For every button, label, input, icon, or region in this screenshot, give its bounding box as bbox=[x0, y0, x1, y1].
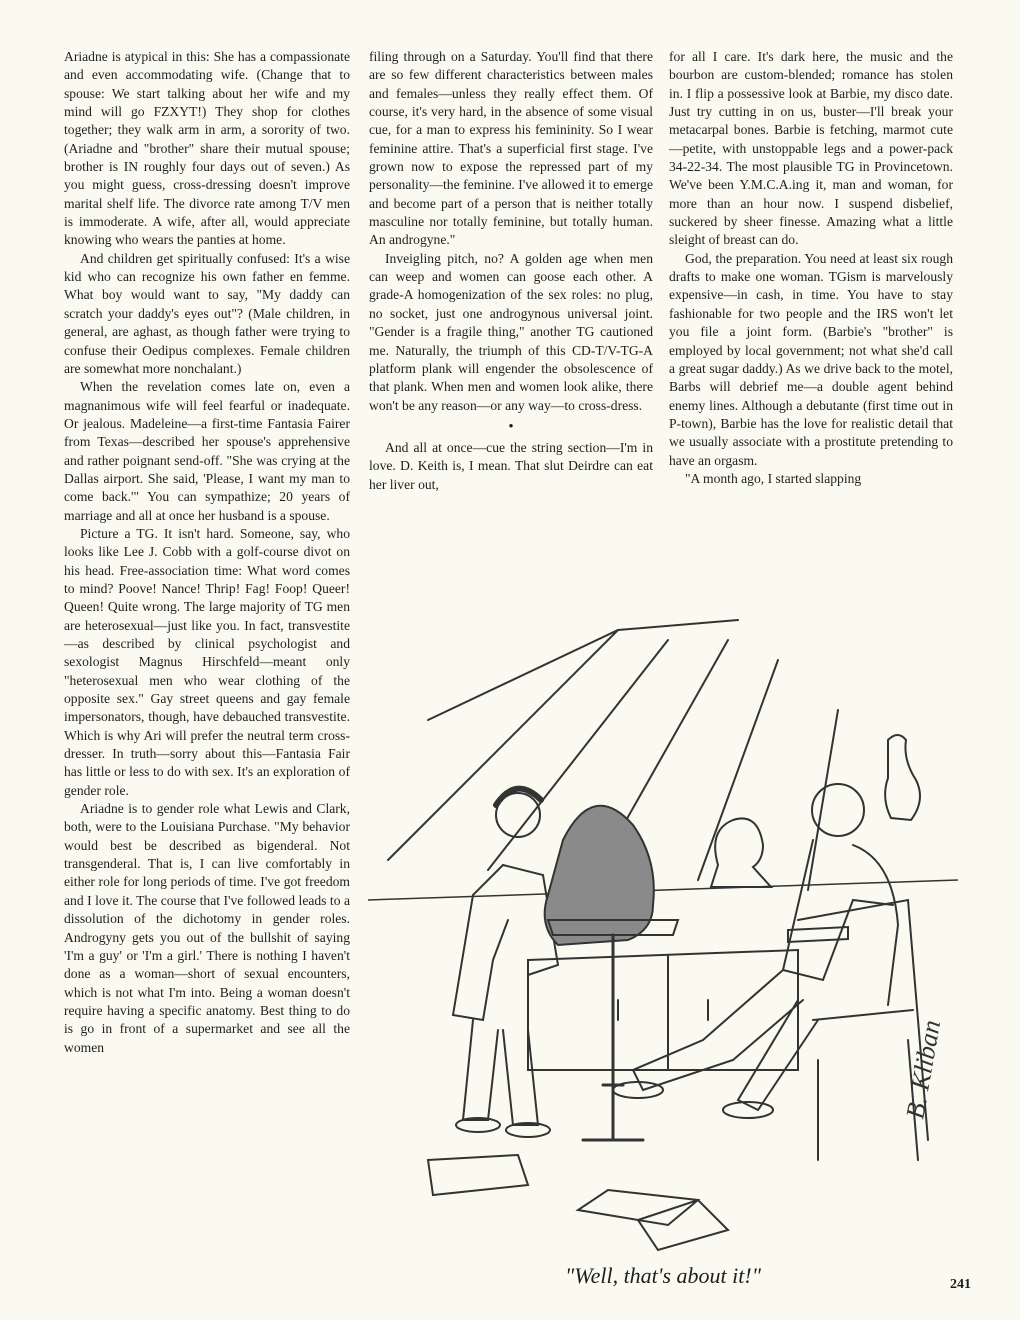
paragraph: Ariadne is to gender role what Lewis and Clark, both, were to the Louisiana Purchase. "My behavior would best be described as bigenderal. Not transgenderal. That is, I can live comfortably in either role for long periods of time. I've got freedom and I love it. The course that I've followed leads to a dissolution of the dichotomy in gender roles. Androgyny gets you out of the bullshit of saying 'I'm a guy' or 'I'm a girl.' There is nothing I haven't done as a woman—short of sexual encounters, which is not what I'm into. Being a woman doesn't require having a specific anatomy. Best thing to do is go in front of a supermarket and see all the women bbox=[64, 801, 350, 1055]
page-number: 241 bbox=[950, 1277, 971, 1292]
text-column-3 bbox=[669, 48, 953, 488]
section-break: • bbox=[508, 418, 514, 435]
paragraph: When the revelation comes late on, even a magnanimous wife will feel fearful or inadequate. Or jealous. Madeleine—a first-time Fantasia Fairer from Texas—described her spouse's apprehensive and rather poignant send-off. "She was crying at the Dallas airport. She said, 'Please, I want my man to come back.'" You can sympathize; 20 years of marriage and all at once her husband is a spouse. bbox=[64, 379, 350, 523]
paragraph: And all at once—cue the string section—I'm in love. D. Keith is, I mean. That slut Deirdre can eat her liver out, bbox=[369, 439, 653, 492]
paragraph: Inveigling pitch, no? A golden age when men can weep and women can goose each other. A grade-A homogenization of the sex roles: no plug, no socket, just one androgynous universal joint. "Gender is a fragile thing," another TG cautioned me. Naturally, the triumph of this CD-T/V-TG-A platform plank will engender the obsolescence of that plank. When men and women look alike, there won't be any reason—or any way—to cross-dress. bbox=[369, 250, 653, 413]
cartoon-caption: "Well, that's about it!" bbox=[565, 1263, 761, 1288]
signature: B. Kliban bbox=[900, 1017, 947, 1122]
paragraph: for all I care. It's dark here, the music and the bourbon are custom-blended; romance has stolen in. I flip a possessive look at Barbie, my disco date. Just try cutting in on us, buster—I'll break your metacarpal bones. Barbie is fetching, marmot cute—petite, with unstoppable legs and a power-pack 34-22-34. The most plausible TG in Provincetown. We've been Y.M.C.A.ing it, man and woman, for more than an hour now. I suspend disbelief, suckered by sheer finesse. Amazing what a little sleight of breast can do. bbox=[669, 49, 953, 248]
paragraph: And children get spiritually confused: It's a wise kid who can recognize his own father en femme. What boy would want to say, "My daddy can scratch your daddy's eyes out"? (Male children, in general, are aghast, as though father were trying to confuse their Oedipus complexes. Female children are somewhat more nonchalant.) bbox=[64, 250, 350, 376]
text-column-2 bbox=[369, 48, 653, 494]
paragraph: filing through on a Saturday. You'll find that there are so few different characteristics between males and females—unless they really effect them. Of course, it's very hard, in the absence of some visual cue, for a man to express his femininity. So I wear feminine attire. That's a superficial first stage. I've grown now to expose the repressed part of my personality—the feminine. I've allowed it to emerge and become part of a person that is neither totally masculine nor totally feminine, but totally human. An androgyne." bbox=[369, 49, 653, 248]
cartoon-illustration bbox=[368, 600, 958, 1255]
paragraph: Ariadne is atypical in this: She has a compassionate and even accommodating wife. (Change that to spouse: We start talking about her wife and my mind will go FZXYT!) They shop for clothes together; they walk arm in arm, a sorority of two. (Ariadne and "brother" share their mutual spouse; brother is IN roughly four days out of seven.) As you might guess, cross-dressing doesn't improve marital shelf life. The divorce rate among T/V men is immoderate. A wife, after all, would appreciate knowing who wears the panties at home. bbox=[64, 49, 350, 248]
paragraph: God, the preparation. You need at least six rough drafts to make one woman. TGism is marvelously expensive—in cash, in time. You have to stay fashionable for two people and the IRS won't let you file a joint form. (Barbie's "brother" is employed by local government; not what she'd call a great sugar daddy.) As we drive back to the motel, Barbs will debrief me—a double agent behind enemy lines. Although a debutante (first time out in P-town), Barbie has the love for realistic detail that we usually associate with a prostitute pretending to have an orgasm. bbox=[669, 250, 953, 468]
paragraph: "A month ago, I started slapping bbox=[685, 470, 862, 486]
text-column-1 bbox=[64, 48, 350, 1057]
paragraph: Picture a TG. It isn't hard. Someone, say, who looks like Lee J. Cobb with a golf-course divot on his head. Free-association time: What word comes to mind? Poove! Nance! Thrip! Fag! Foop! Queer! Queen! Quite wrong. The large majority of TG men are heterosexual—just like you. In fact, transvestite—as described by clinical psychologist and sexologist Magnus Hirschfeld—meant only "heterosexual men who wear clothing of the opposite sex." Gay street queens and gay female impersonators, though, have debauched transvestite. Which is why Ari will prefer the neutral term cross-dresser. In truth—sorry about this—Fantasia Fair has little or less to do with sex. It's an exploration of gender role. bbox=[64, 525, 350, 798]
